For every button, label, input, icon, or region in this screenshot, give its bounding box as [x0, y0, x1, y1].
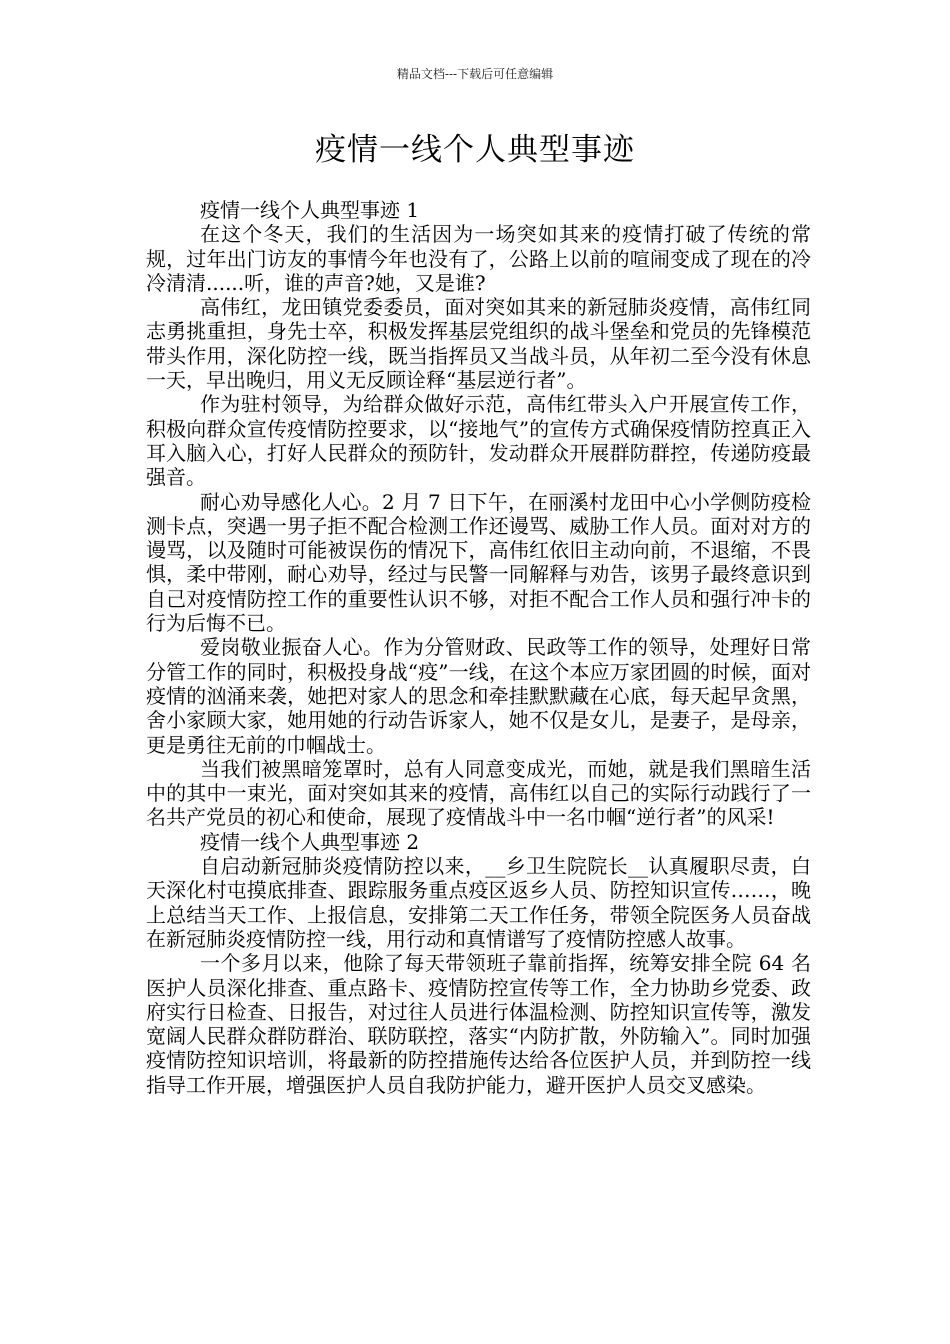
paragraph: 耐心劝导感化人心。2 月 7 日下午，在丽溪村龙田中心小学侧防疫检测卡点，突遇一男子拒不配合检测工作还谩骂、威胁工作人员。面对对方的谩骂，以及随时可能被误伤的情况下，高伟红依旧主动向前，不退缩，不畏惧，柔中带刚，耐心劝导，经过与民警一同解释与劝告，该男子最终意识到自己对疫情防控工作的重要性认识不够，对拒不配合工作人员和强行冲卡的行为后悔不已。 [146, 489, 811, 636]
document-body [146, 198, 811, 1097]
paragraph: 当我们被黑暗笼罩时，总有人同意变成光，而她，就是我们黑暗生活中的其中一束光，面对突如其来的疫情，高伟红以自己的实际行动践行了一名共产党员的初心和使命，展现了疫情战斗中一名巾帼“逆行者”的风采! [146, 756, 811, 830]
paragraph: 高伟红，龙田镇党委委员，面对突如其来的新冠肺炎疫情，高伟红同志勇挑重担，身先士卒，积极发挥基层党组织的战斗堡垒和党员的先锋模范带头作用，深化防控一线，既当指挥员又当战斗员，从年初二至今没有休息一天，早出晚归，用义无反顾诠释“基层逆行者”。 [146, 295, 811, 393]
paragraph: 一个多月以来，他除了每天带领班子靠前指挥，统筹安排全院 64 名医护人员深化排查、重点路卡、疫情防控宣传等工作，全力协助乡党委、政府实行日检查、日报告，对过往人员进行体温检测、防控知识宣传等，激发宽阔人民群众群防群治、联防联控，落实“内防扩散，外防输入”。同时加强疫情防控知识培训，将最新的防控措施传达给各位医护人员，并到防控一线指导工作开展，增强医护人员自我防护能力，避开医护人员交叉感染。 [146, 951, 811, 1097]
paragraph: 爱岗敬业振奋人心。作为分管财政、民政等工作的领导，处理好日常分管工作的同时，积极投身战“疫”一线，在这个本应万家团圆的时候，面对疫情的汹涌来袭，她把对家人的思念和牵挂默默藏在心底，每天起早贪黑，舍小家顾大家，她用她的行动告诉家人，她不仅是女儿，是妻子，是母亲，更是勇往无前的巾帼战士。 [146, 635, 811, 757]
section-heading-1: 疫情一线个人典型事迹 1 [200, 198, 420, 222]
paragraph: 自启动新冠肺炎疫情防控以来，__乡卫生院院长__认真履职尽责，白天深化村屯摸底排查、跟踪服务重点疫区返乡人员、防控知识宣传……，晚上总结当天工作、上报信息，安排第二天工作任务，带领全院医务人员奋战在新冠肺炎疫情防控一线，用行动和真情谱写了疫情防控感人故事。 [146, 854, 811, 951]
header-note: 精品文档---下载后可任意编辑 [396, 67, 554, 81]
section-heading-2: 疫情一线个人典型事迹 2 [200, 829, 420, 854]
paragraph: 在这个冬天，我们的生活因为一场突如其来的疫情打破了传统的常规，过年出门访友的事情今年也没有了，公路上以前的喧闹变成了现在的冷冷清清......听，谁的声音?她，又是谁? [146, 222, 811, 295]
document-title: 疫情一线个人典型事迹 [315, 132, 635, 168]
paragraph: 作为驻村领导，为给群众做好示范，高伟红带头入户开展宣传工作，积极向群众宣传疫情防控要求，以“接地气”的宣传方式确保疫情防控真正入耳入脑入心，打好人民群众的预防针，发动群众开展群防群控，传递防疫最强音。 [146, 392, 811, 490]
